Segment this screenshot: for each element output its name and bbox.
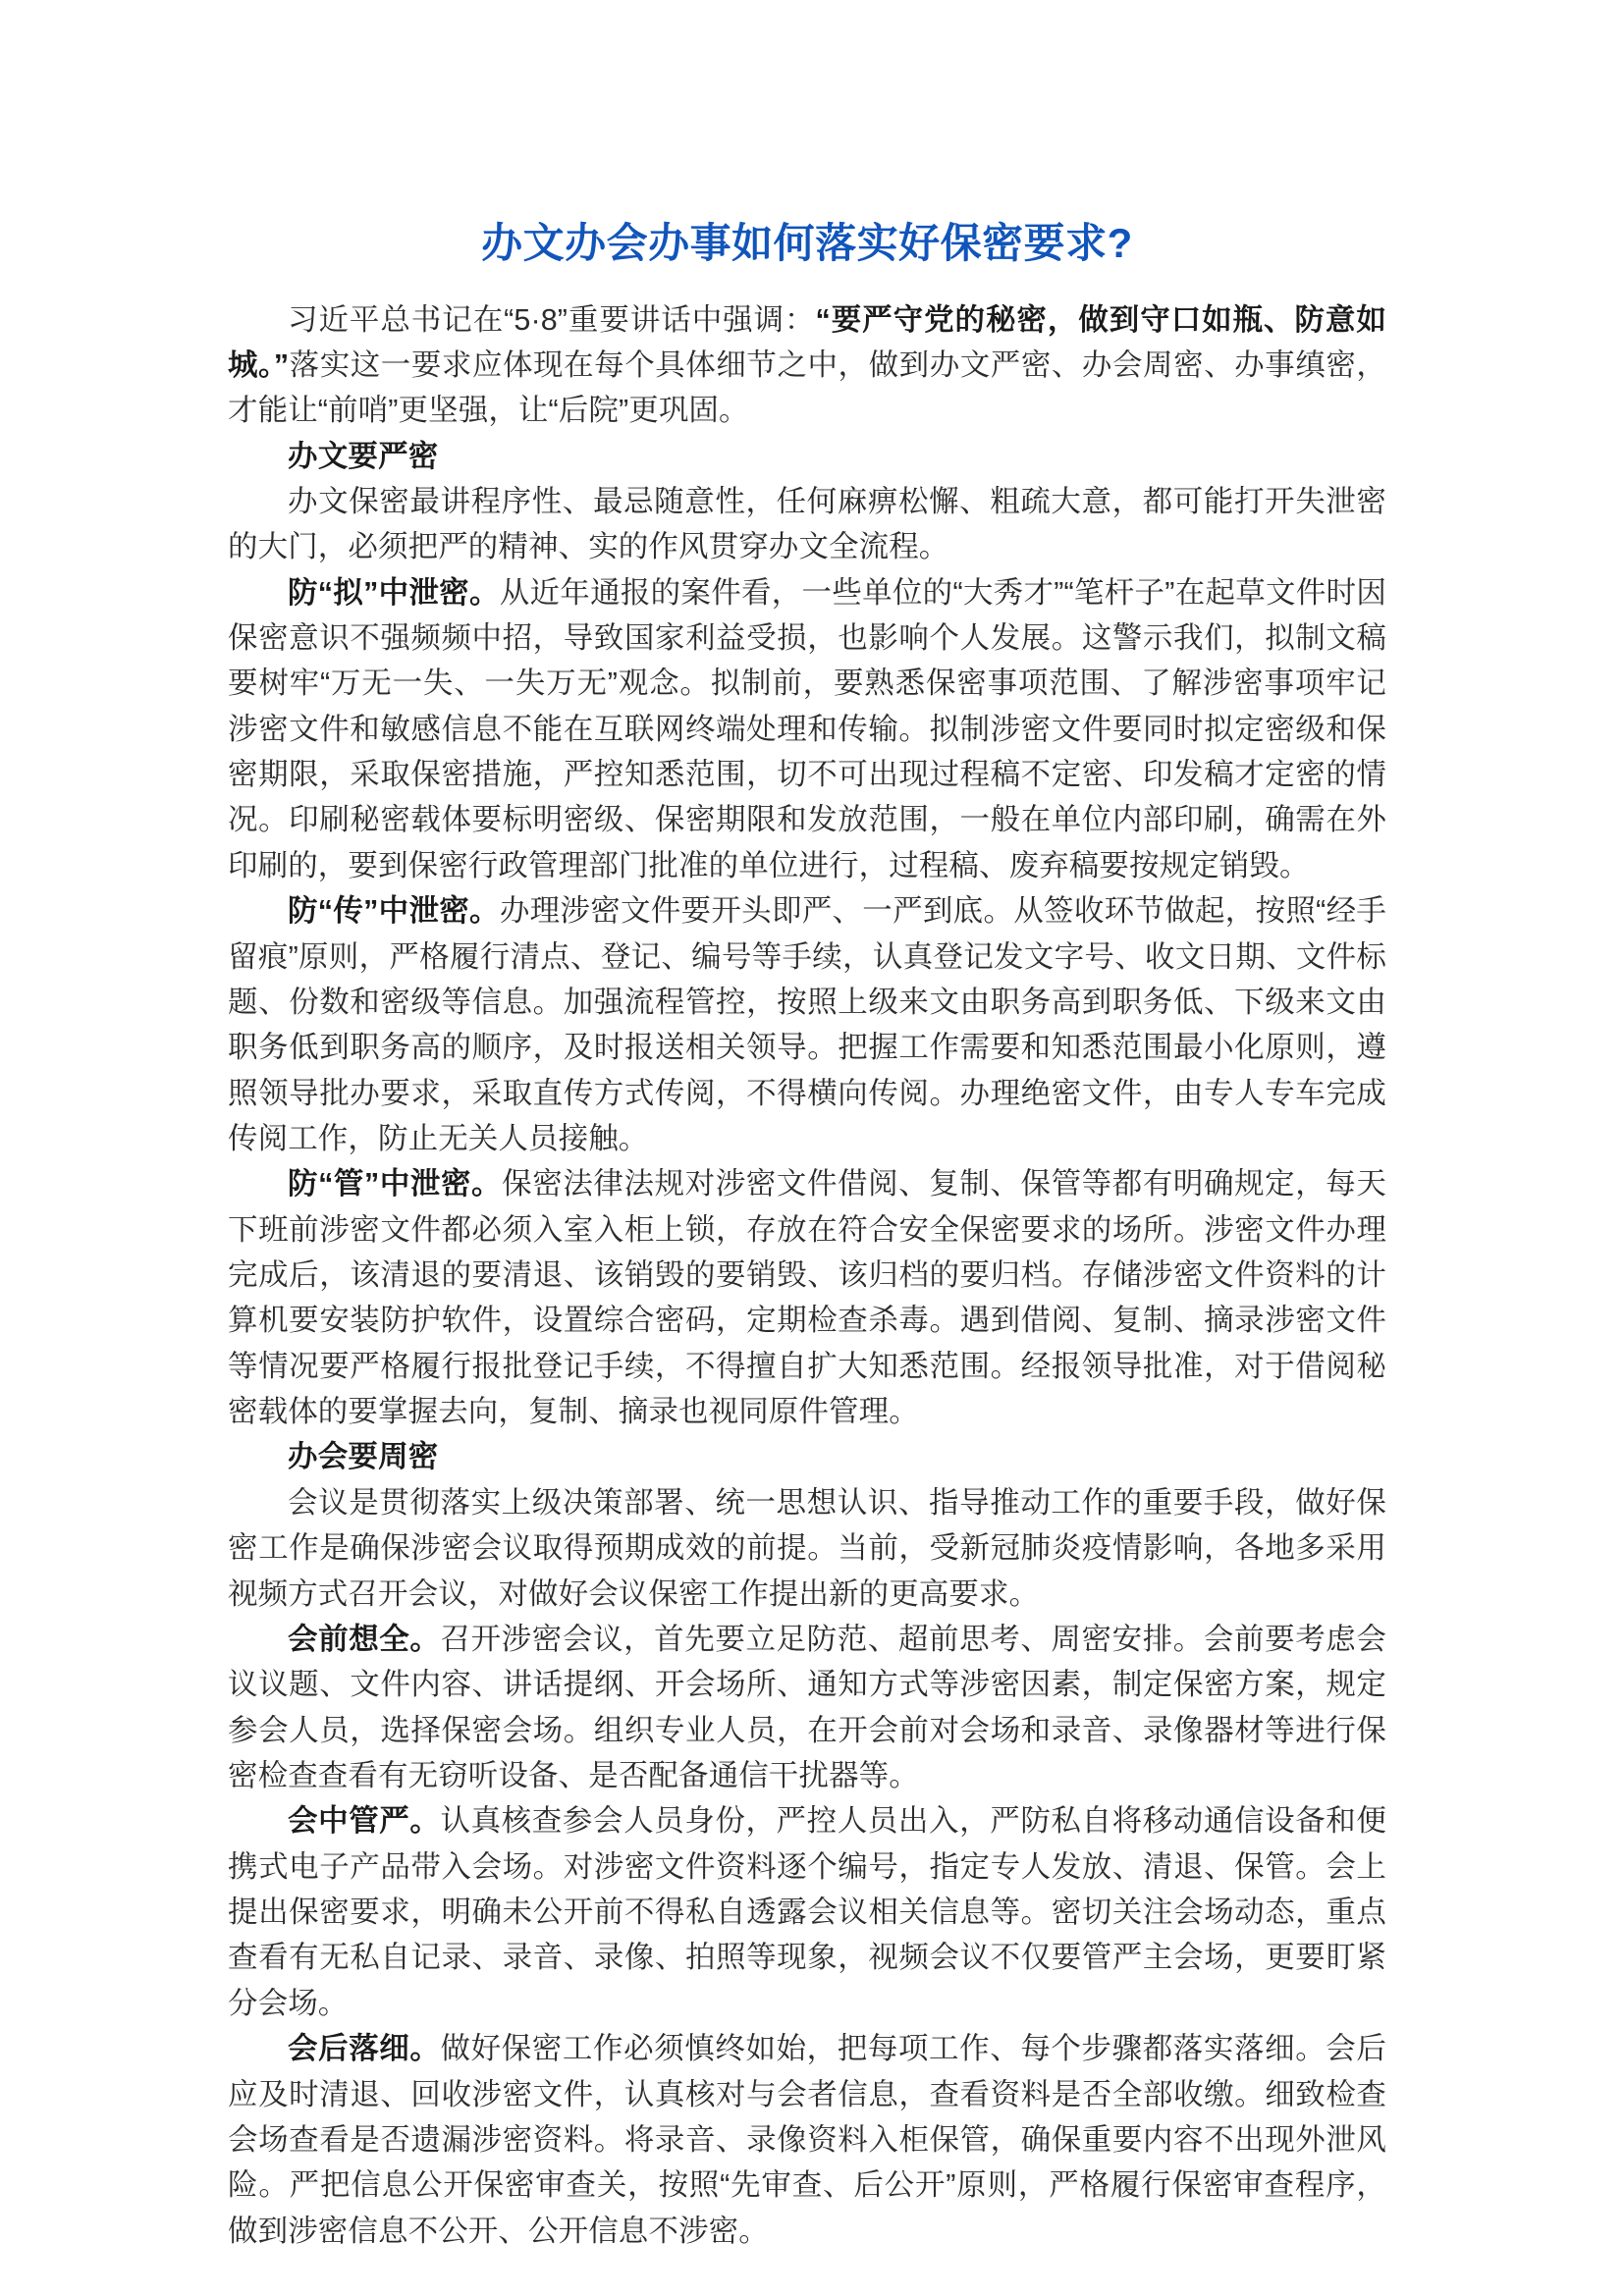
intro-part1: 习近平总书记在“5·8”重要讲话中强调： [288,302,816,337]
intro-quote-bold: “要严守党的秘密，做到守口如瓶、防意如城。” [228,302,1386,382]
paragraph [228,1161,1386,1434]
paragraph-lead: 防“管”中泄密。 [288,1167,503,1201]
intro-paragraph [228,297,1386,434]
paragraph-lead: 会中管严。 [288,1804,441,1839]
page-title: 办文办会办事如何落实好保密要求? [481,220,1133,266]
paragraph [228,1480,1386,1617]
paragraph-lead: 防“拟”中泄密。 [288,575,500,610]
intro-part2: 落实这一要求应体现在每个具体细节之中，做到办文严密、办会周密、办事缜密，才能让“前哨”更坚强，让“后院”更巩固。 [228,347,1386,428]
paragraph-lead: 会前想全。 [288,1622,441,1656]
paragraph-lead: 会后落细。 [288,2032,441,2066]
paragraph-text: 做好保密工作必须慎终如始，把每项工作、每个步骤都落实落细。会后应及时清退、回收涉密文件，认真核对与会者信息，查看资料是否全部收缴。细致检查会场查看是否遗漏涉密资料。将录音、录像资料入柜保管，确保重要内容不出现外泄风险。严把信息公开保密审查关，按照“先审查、后公开”原则，严格履行保密审查程序，做到涉密信息不公开、公开信息不涉密。 [228,2032,1386,2248]
document-content [228,218,1386,2254]
section-heading-1: 办文要严密 [288,439,439,473]
paragraph [228,1798,1386,2026]
paragraph [228,888,1386,1161]
paragraph-text: 认真核查参会人员身份，严控人员出入，严防私自将移动通信设备和便携式电子产品带入会场。对涉密文件资料逐个编号，指定专人发放、清退、保管。会上提出保密要求，明确未公开前不得私自透露会议相关信息等。密切关注会场动态，重点查看有无私自记录、录音、录像、拍照等现象，视频会议不仅要管严主会场，更要盯紧分会场。 [228,1804,1386,2020]
paragraph [228,479,1386,570]
paragraph [228,570,1386,889]
paragraph-text: 从近年通报的案件看，一些单位的“大秀才”“笔杆子”在起草文件时因保密意识不强频频中招，导致国家利益受损，也影响个人发展。这警示我们，拟制文稿要树牢“万无一失、一失万无”观念。拟制前，要熟悉保密事项范围、了解涉密事项牢记涉密文件和敏感信息不能在互联网终端处理和传输。拟制涉密文件要同时拟定密级和保密期限，采取保密措施，严控知悉范围，切不可出现过程稿不定密、印发稿才定密的情况。印刷秘密载体要标明密级、保密期限和发放范围，一般在单位内部印刷，确需在外印刷的，要到保密行政管理部门批准的单位进行，过程稿、废弃稿要按规定销毁。 [228,575,1386,882]
paragraph [228,2026,1386,2254]
section-heading-2: 办会要周密 [288,1440,439,1474]
paragraph-text: 办理涉密文件要开头即严、一严到底。从签收环节做起，按照“经手留痕”原则，严格履行清点、登记、编号等手续，认真登记发文字号、收文日期、文件标题、份数和密级等信息。加强流程管控，按照上级来文由职务高到职务低、下级来文由职务低到职务高的顺序，及时报送相关领导。把握工作需要和知悉范围最小化原则，遵照领导批办要求，采取直传方式传阅，不得横向传阅。办理绝密文件，由专人专车完成传阅工作，防止无关人员接触。 [228,894,1386,1155]
paragraph-text: 保密法律法规对涉密文件借阅、复制、保管等都有明确规定，每天下班前涉密文件都必须入室入柜上锁，存放在符合安全保密要求的场所。涉密文件办理完成后，该清退的要清退、该销毁的要销毁、该归档的要归档。存储涉密文件资料的计算机要安装防护软件，设置综合密码，定期检查杀毒。遇到借阅、复制、摘录涉密文件等情况要严格履行报批登记手续，不得擅自扩大知悉范围。经报领导批准，对于借阅秘密载体的要掌握去向，复制、摘录也视同原件管理。 [228,1167,1386,1429]
paragraph-text: 会议是贯彻落实上级决策部署、统一思想认识、指导推动工作的重要手段，做好保密工作是确保涉密会议取得预期成效的前提。当前，受新冠肺炎疫情影响，各地多采用视频方式召开会议，对做好会议保密工作提出新的更高要求。 [228,1485,1386,1611]
paragraph-text: 召开涉密会议，首先要立足防范、超前思考、周密安排。会前要考虑会议议题、文件内容、讲话提纲、开会场所、通知方式等涉密因素，制定保密方案，规定参会人员，选择保密会场。组织专业人员，在开会前对会场和录音、录像器材等进行保密检查查看有无窃听设备、是否配备通信干扰器等。 [228,1622,1386,1792]
paragraph [228,1617,1386,1798]
paragraph-text: 办文保密最讲程序性、最忌随意性，任何麻痹松懈、粗疏大意，都可能打开失泄密的大门，必须把严的精神、实的作风贯穿办文全流程。 [228,484,1386,564]
paragraph-lead: 防“传”中泄密。 [288,894,500,929]
